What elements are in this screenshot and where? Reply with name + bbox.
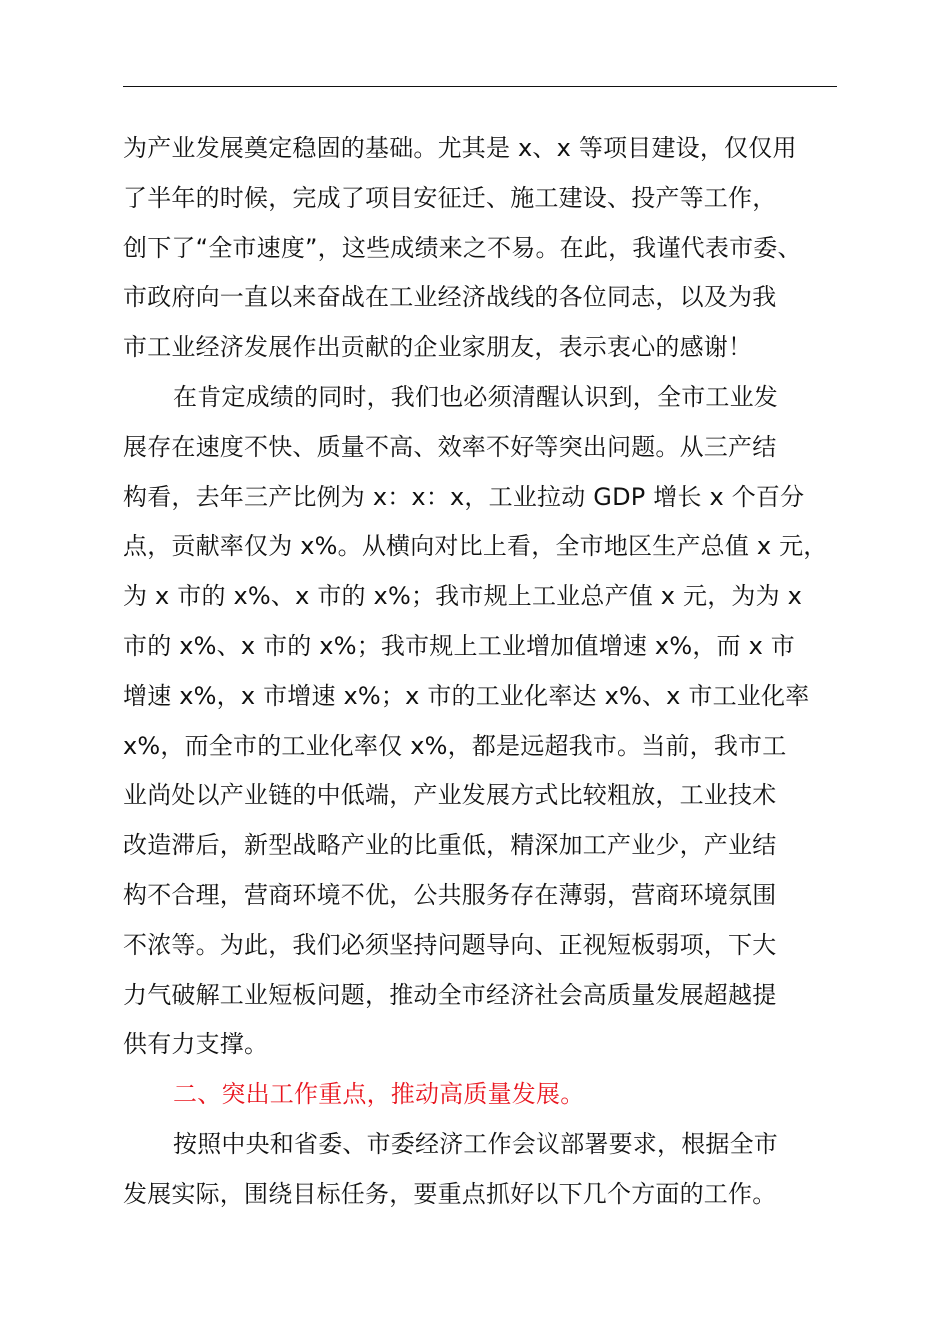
text-line: 供有力支撑。 [123,1030,269,1059]
document-body [123,124,843,1220]
paragraph-start-line: 在肯定成绩的同时，我们也必须清醒认识到，全市工业发 [173,382,778,411]
text-line: 构不合理，营商环境不优，公共服务存在薄弱，营商环境氛围 [123,880,777,909]
text-line: 力气破解工业短板问题，推动全市经济社会高质量发展超越提 [123,980,777,1009]
text-line: 改造滞后，新型战略产业的比重低，精深加工产业少，产业结 [123,831,777,860]
text-line: 点，贡献率仅为 x%。从横向对比上看，全市地区生产总值 x 元， [123,532,828,561]
text-line: 不浓等。为此，我们必须坚持问题导向、正视短板弱项，下大 [123,930,777,959]
text-line: 发展实际，围绕目标任务，要重点抓好以下几个方面的工作。 [123,1179,777,1208]
text-line: 展存在速度不快、质量不高、效率不好等突出问题。从三产结 [123,432,777,461]
text-line: 了半年的时候，完成了项目安征迁、施工建设、投产等工作， [123,183,777,212]
text-line: 为产业发展奠定稳固的基础。尤其是 x、x 等项目建设，仅仅用 [123,134,797,162]
text-line: x%，而全市的工业化率仅 x%，都是远超我市。当前，我市工 [123,731,787,760]
section-heading: 二、突出工作重点，推动高质量发展。 [173,1080,585,1109]
text-line: 为 x 市的 x%、x 市的 x%；我市规上工业总产值 x 元，为为 x [123,582,803,611]
text-line: 市的 x%、x 市的 x%；我市规上工业增加值增速 x%，而 x 市 [123,631,796,660]
text-line: 创下了“全市速度”，这些成绩来之不易。在此，我谨代表市委、 [123,233,802,262]
text-line: 市政府向一直以来奋战在工业经济战线的各位同志，以及为我 [123,283,777,312]
text-line: 业尚处以产业链的中低端，产业发展方式比较粗放，工业技术 [123,781,777,810]
text-line: 构看，去年三产比例为 x：x：x，工业拉动 GDP 增长 x 个百分 [123,482,805,511]
text-line: 市工业经济发展作出贡献的企业家朋友，表示衷心的感谢！ [123,333,753,362]
header-rule [123,86,837,87]
paragraph-start-line: 按照中央和省委、市委经济工作会议部署要求，根据全市 [173,1129,778,1158]
text-line: 增速 x%，x 市增速 x%；x 市的工业化率达 x%、x 市工业化率 [123,681,810,710]
